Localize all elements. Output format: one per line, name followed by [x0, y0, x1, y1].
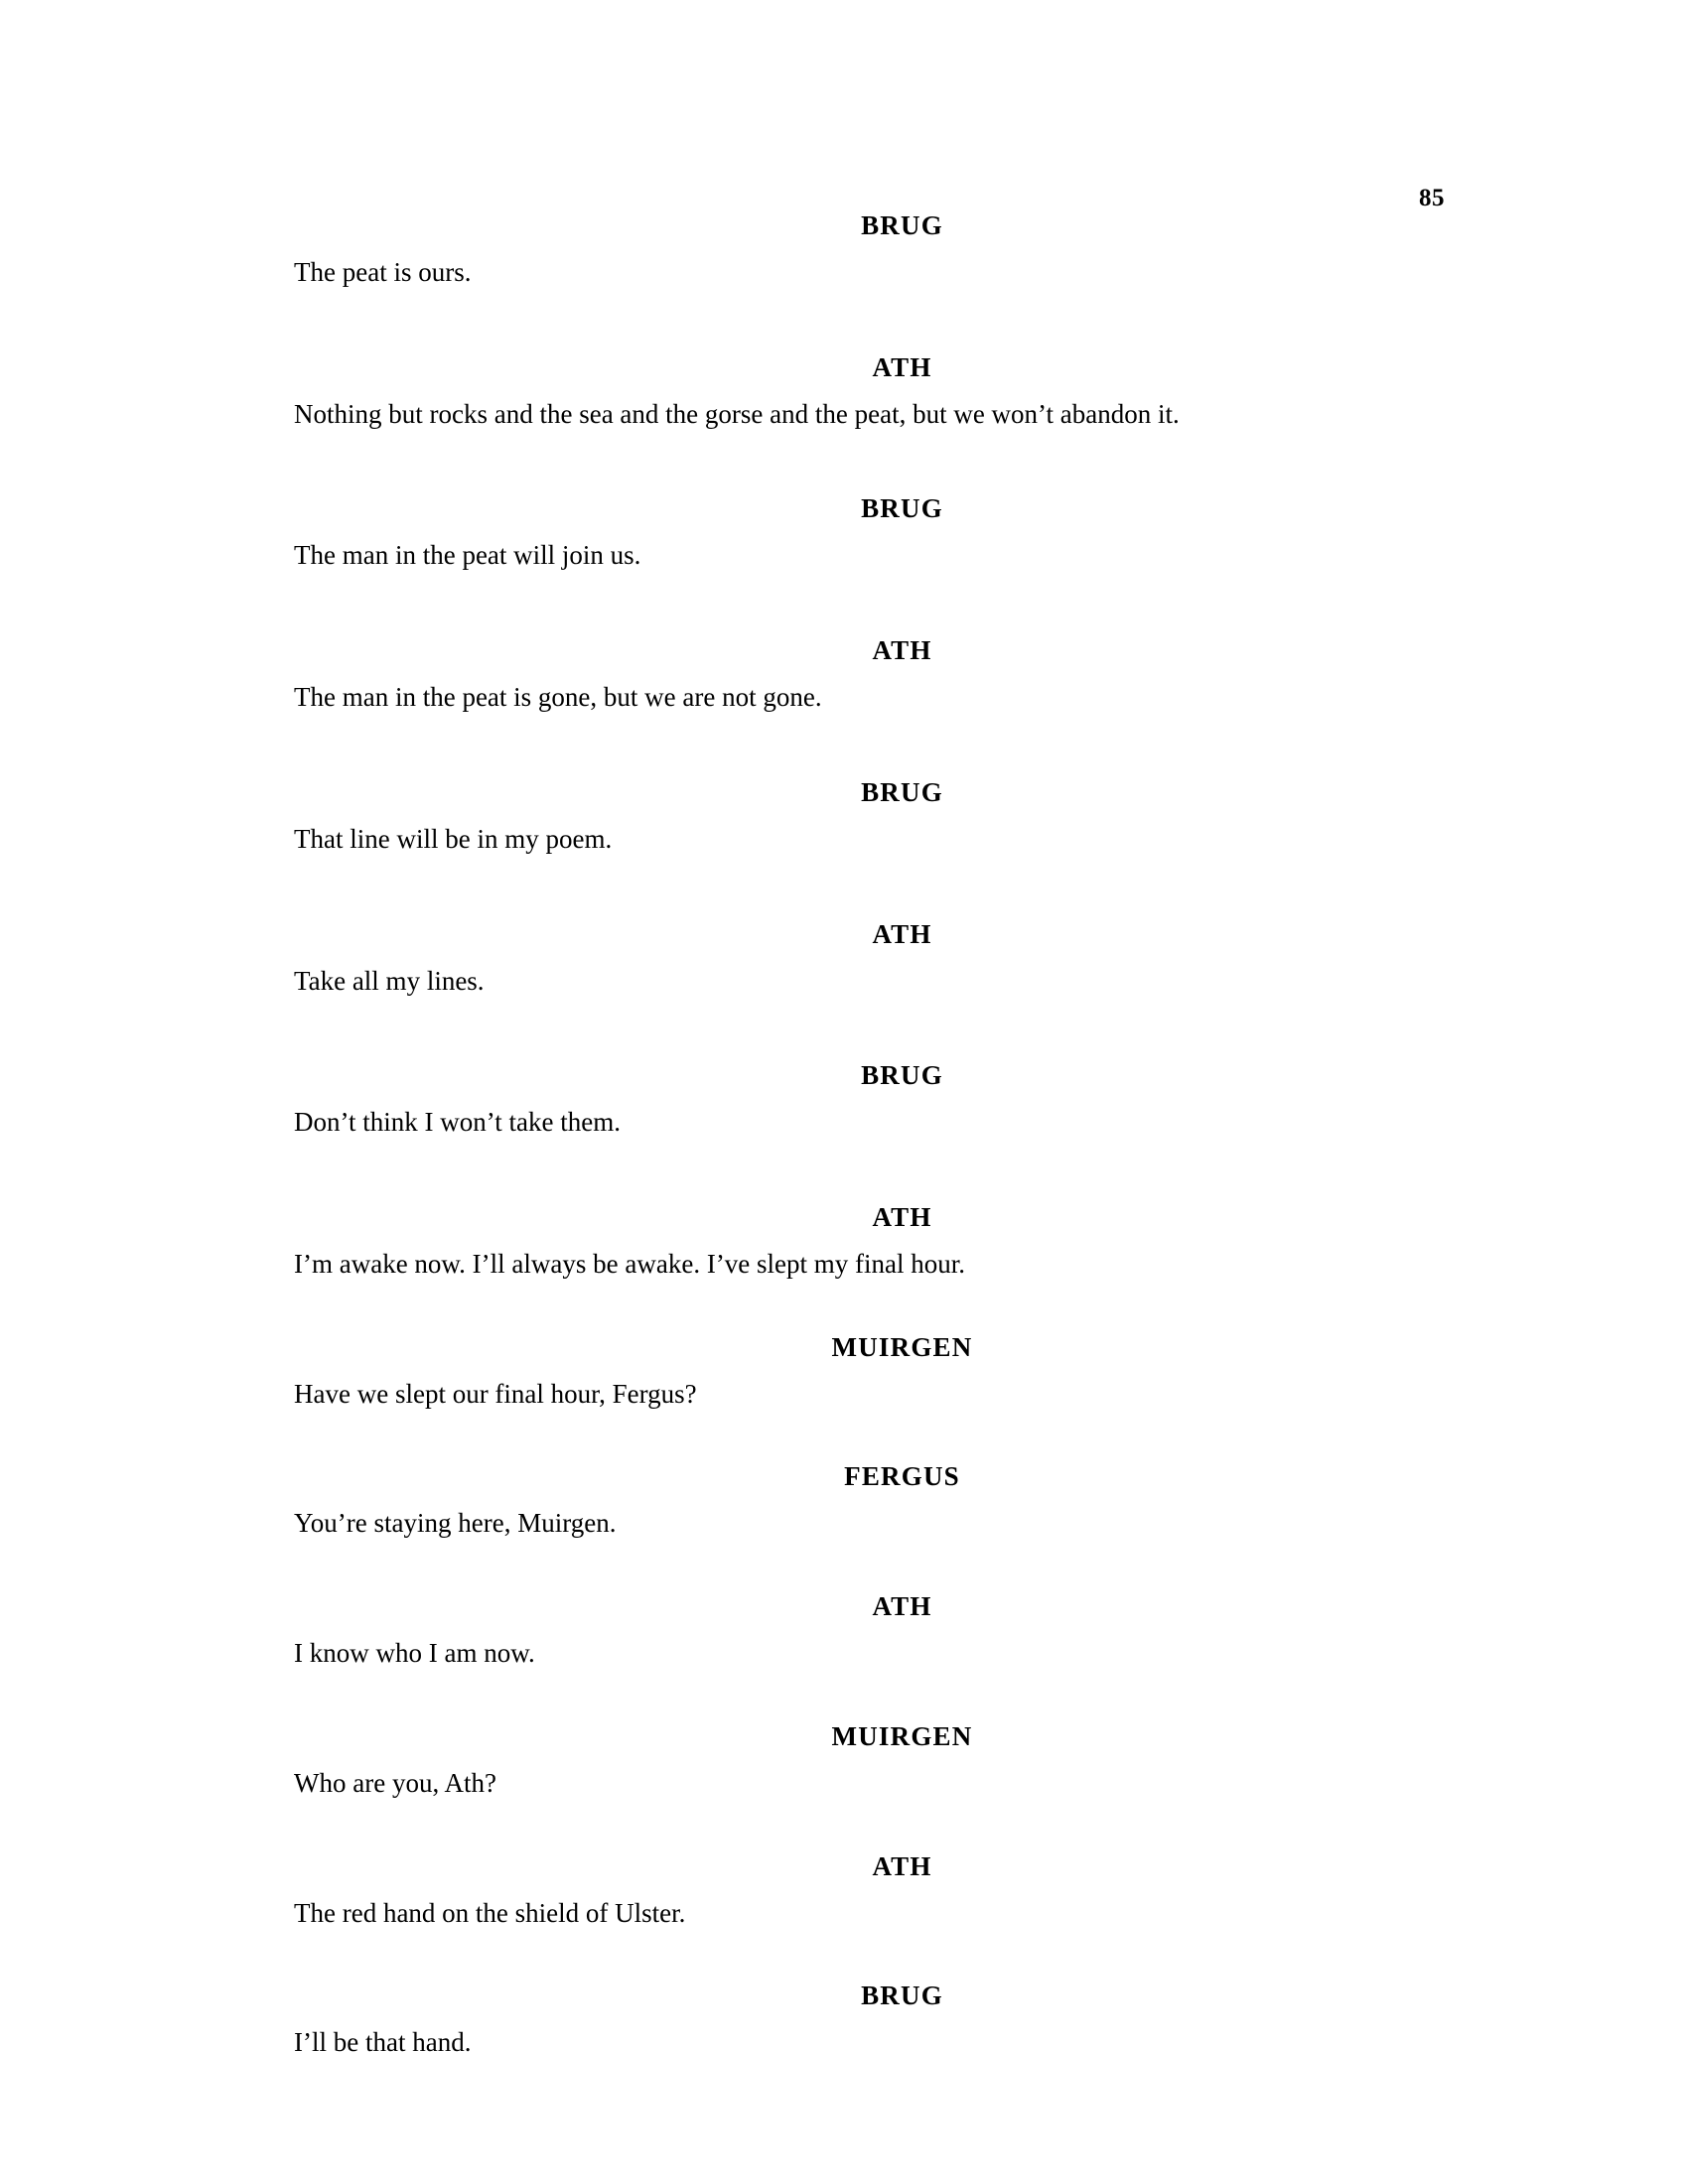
speech-block	[294, 210, 1461, 291]
dialogue-line: The peat is ours.	[294, 257, 472, 287]
spacer	[294, 291, 1461, 352]
spacer	[294, 432, 1461, 493]
speech-block	[294, 635, 1461, 716]
character-name: MUIRGEN	[831, 1720, 973, 1751]
character-name: BRUG	[861, 1980, 943, 2011]
dialogue-line: I’ll be that hand.	[294, 2027, 472, 2058]
dialogue-line: Don’t think I won’t take them.	[294, 1107, 621, 1138]
speech-block	[294, 1591, 1461, 1672]
dialogue-line: The man in the peat will join us.	[294, 540, 641, 571]
spacer	[294, 999, 1461, 1060]
speech-block	[294, 1461, 1461, 1542]
spacer	[294, 1672, 1461, 1721]
speech-block	[294, 352, 1461, 433]
dialogue-line: Have we slept our final hour, Fergus?	[294, 1378, 697, 1409]
dialogue-line: The red hand on the shield of Ulster.	[294, 1897, 686, 1928]
character-name: ATH	[872, 1591, 932, 1622]
spacer	[294, 1802, 1461, 1851]
dialogue-line: Who are you, Ath?	[294, 1767, 496, 1798]
speech-block	[294, 1980, 1461, 2061]
spacer	[294, 716, 1461, 777]
dialogue-line: Take all my lines.	[294, 965, 485, 996]
character-name: ATH	[872, 635, 932, 666]
speech-block	[294, 919, 1461, 1000]
spacer	[294, 1542, 1461, 1591]
character-name: ATH	[872, 351, 932, 382]
dialogue-line: I’m awake now. I’ll always be awake. I’ve slept my final hour.	[294, 1249, 966, 1280]
script-body	[294, 210, 1461, 2061]
character-name: ATH	[872, 918, 932, 949]
spacer	[294, 858, 1461, 919]
character-name: BRUG	[861, 776, 943, 807]
speech-block	[294, 1721, 1461, 1802]
speech-block	[294, 1060, 1461, 1141]
spacer	[294, 1412, 1461, 1461]
spacer	[294, 1141, 1461, 1202]
spacer	[294, 1283, 1461, 1332]
speech-block	[294, 1202, 1461, 1283]
character-name: FERGUS	[844, 1461, 960, 1492]
dialogue-line: Nothing but rocks and the sea and the gorse and the peat, but we won’t abandon it.	[294, 398, 1180, 429]
character-name: BRUG	[861, 210, 943, 240]
character-name: ATH	[872, 1202, 932, 1233]
speech-block	[294, 1332, 1461, 1413]
character-name: BRUG	[861, 493, 943, 524]
speech-block	[294, 493, 1461, 574]
character-name: ATH	[872, 1850, 932, 1881]
dialogue-line: That line will be in my poem.	[294, 823, 613, 854]
dialogue-line: You’re staying here, Muirgen.	[294, 1508, 617, 1539]
character-name: MUIRGEN	[831, 1331, 973, 1362]
dialogue-line: I know who I am now.	[294, 1638, 535, 1669]
speech-block	[294, 1851, 1461, 1932]
spacer	[294, 574, 1461, 635]
spacer	[294, 1931, 1461, 1980]
dialogue-line: The man in the peat is gone, but we are not gone.	[294, 682, 822, 713]
page-number: 85	[1419, 185, 1445, 211]
character-name: BRUG	[861, 1060, 943, 1091]
speech-block	[294, 777, 1461, 858]
